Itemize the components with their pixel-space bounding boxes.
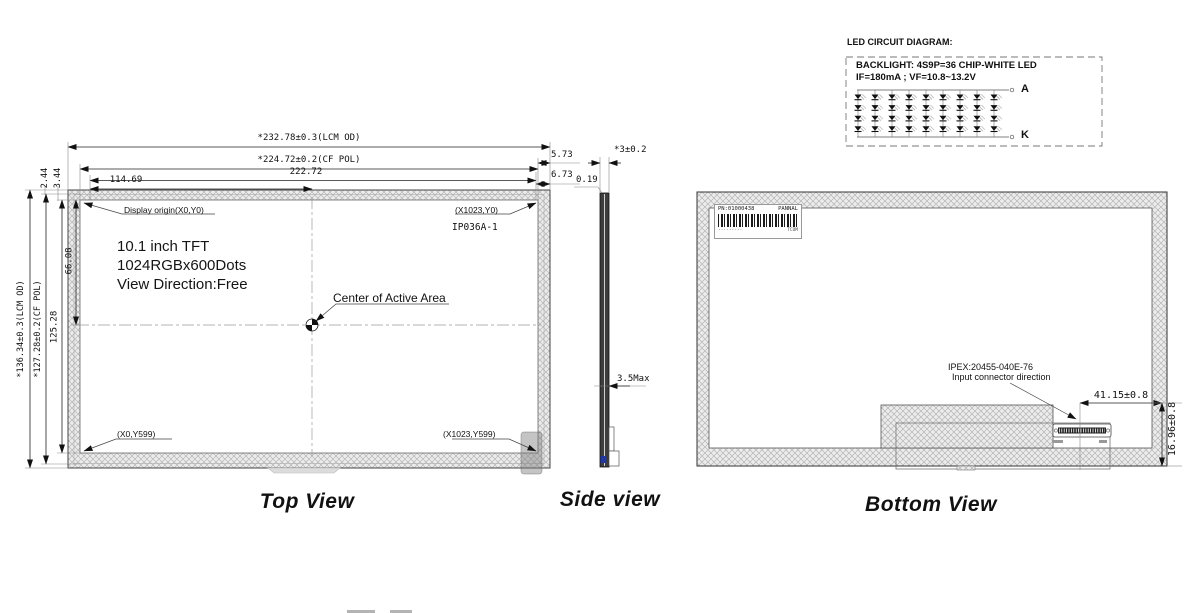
sticker-name: PANNAL [778, 206, 798, 212]
center-of-active-area-label: Center of Active Area [333, 291, 446, 305]
dim-width-active: 222.72 [289, 167, 323, 177]
dim-half-height: 66.08 [64, 247, 75, 275]
dim-height-lcm: *136.34±0.3(LCM OD) [15, 280, 26, 378]
spec-view-direction: View Direction:Free [117, 276, 248, 293]
top-view-title: Top View [259, 490, 355, 513]
side-view-drawing [574, 157, 646, 467]
dim-thickness: *3±0.2 [614, 145, 647, 155]
sticker-sub: TCOM [787, 227, 798, 233]
cathode-label: K [1021, 129, 1029, 141]
sticker-dots: ········· [718, 227, 743, 233]
dim-right-2: 6.73 [551, 170, 573, 180]
dim-half-width: 114.69 [109, 175, 143, 185]
led-diagram-heading: LED CIRCUIT DIAGRAM: [847, 37, 953, 47]
bottom-view-title: Bottom View [865, 493, 997, 516]
display-origin-label: Display origin(X0,Y0) [124, 205, 204, 215]
connector-note-label: Input connector direction [952, 372, 1051, 382]
barcode-sticker [714, 204, 802, 239]
dim-height-active: 125.28 [49, 310, 60, 344]
led-backlight-spec: BACKLIGHT: 4S9P=36 CHIP-WHITE LED [856, 60, 1037, 71]
dim-film: 0.19 [576, 175, 598, 185]
spec-size: 10.1 inch TFT [117, 238, 210, 255]
panel-spec-block [117, 237, 248, 294]
dim-right-1: 5.73 [551, 150, 573, 160]
corner-x1023-y0: (X1023,Y0) [455, 205, 498, 215]
led-electrical-spec: IF=180mA ; VF=10.8~13.2V [856, 72, 976, 83]
barcode [718, 214, 798, 227]
connector-name-label: IPEX:20455-040E-76 [948, 362, 1034, 372]
dim-connector-y: 16.96±0.8 [1167, 401, 1178, 457]
dim-max-thickness: 3.5Max [617, 374, 650, 384]
dim-top-offset-2: 3.44 [52, 167, 63, 189]
top-view-drawing [25, 142, 580, 474]
anode-label: A [1021, 83, 1029, 95]
side-view-title: Side view [559, 488, 661, 511]
side-connector-mark [601, 456, 607, 463]
dim-connector-x: 41.15±0.8 [1093, 390, 1149, 401]
corner-x1023-y599: (X1023,Y599) [443, 429, 496, 439]
spec-resolution: 1024RGBx600Dots [117, 257, 247, 274]
dim-width-lcm: *232.78±0.3(LCM OD) [257, 133, 361, 143]
dim-top-offset-1: 2.44 [39, 167, 50, 189]
corner-x0-y599: (X0,Y599) [117, 429, 156, 439]
dim-height-cf: *127.28±0.2(CF POL) [32, 280, 43, 378]
dim-width-cf: *224.72±0.2(CF POL) [257, 155, 361, 165]
sticker-part-number: PN:01000438 [718, 206, 755, 212]
part-number: IP036A-1 [452, 222, 498, 233]
